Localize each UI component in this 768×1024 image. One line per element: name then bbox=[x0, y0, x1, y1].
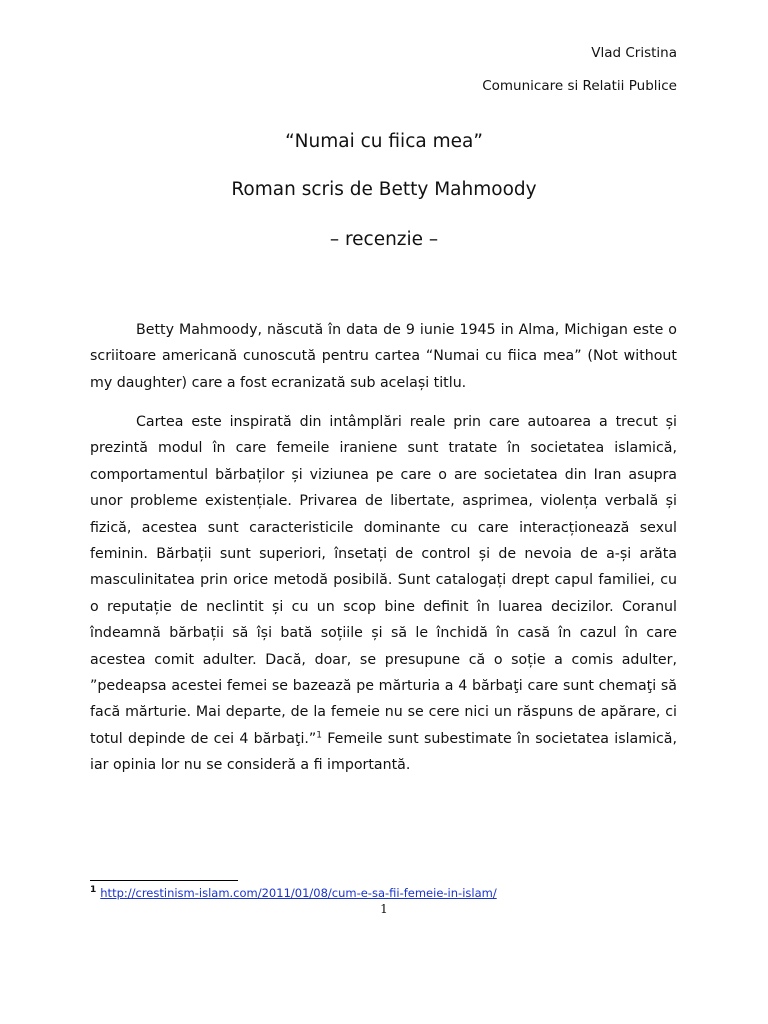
footnote-number: 1 bbox=[90, 885, 97, 896]
footnote-reference[interactable]: 1 bbox=[316, 730, 322, 741]
body-paragraph bbox=[90, 409, 677, 779]
page-number: 1 bbox=[380, 902, 388, 916]
footnote-link[interactable]: http://crestinism-islam.com/2011/01/08/cum-e-sa-fii-femeie-in-islam/ bbox=[100, 886, 497, 900]
book-title: “Numai cu fiica mea” bbox=[285, 131, 483, 152]
book-subtitle: Roman scris de Betty Mahmoody bbox=[231, 179, 537, 200]
paragraph-text: Femeile sunt subestimate în societatea islamică, iar opinia lor nu se consideră a fi importantă. bbox=[90, 730, 677, 774]
document-type: – recenzie – bbox=[329, 229, 439, 250]
department-name: Comunicare si Relatii Publice bbox=[482, 78, 677, 94]
paragraph-text: Cartea este inspirată din intâmplări reale prin care autoarea a trecut și prezintă modul în care femeile iraniene sunt tratate în societatea islamică, comportamentul bărbaților și viziunea pe care o are societatea din Iran asupra unor probleme existențiale. Privarea de libertate, asprimea, violența verbală și fizică, acestea sunt caracteristicile dominante cu care interacționează sexul feminin. Bărbații sunt superiori, însetați de control și de nevoia de a-și arăta masculinitatea prin orice metodă posibilă. Sunt catalogați drept capul familiei, cu o reputație de neclintit și cu un scop bine definit în luarea decizilor. Coranul îndeamnă bărbații să își bată soțiile și să le închidă în casă în cazul în care acestea comit adulter. Dacă, doar, se presupune că o soție a comis adulter, ”pedeapsa acestei femei se bazează pe mărturia a 4 bărbaţi care sunt chemaţi să facă mărturie. Mai departe, de la femeie nu se cere nici un răspuns de apărare, ci totul depinde de cei 4 bărbaţi.” bbox=[90, 414, 677, 747]
footnote-separator bbox=[90, 880, 238, 881]
body-paragraph: Betty Mahmoody, născută în data de 9 iunie 1945 in Alma, Michigan este o scriitoare americană cunoscută pentru cartea “Numai cu fiica mea” (Not without my daughter) care a fost ecranizată sub același titlu. bbox=[90, 322, 677, 391]
author-name: Vlad Cristina bbox=[591, 45, 677, 61]
footnote bbox=[90, 885, 497, 901]
